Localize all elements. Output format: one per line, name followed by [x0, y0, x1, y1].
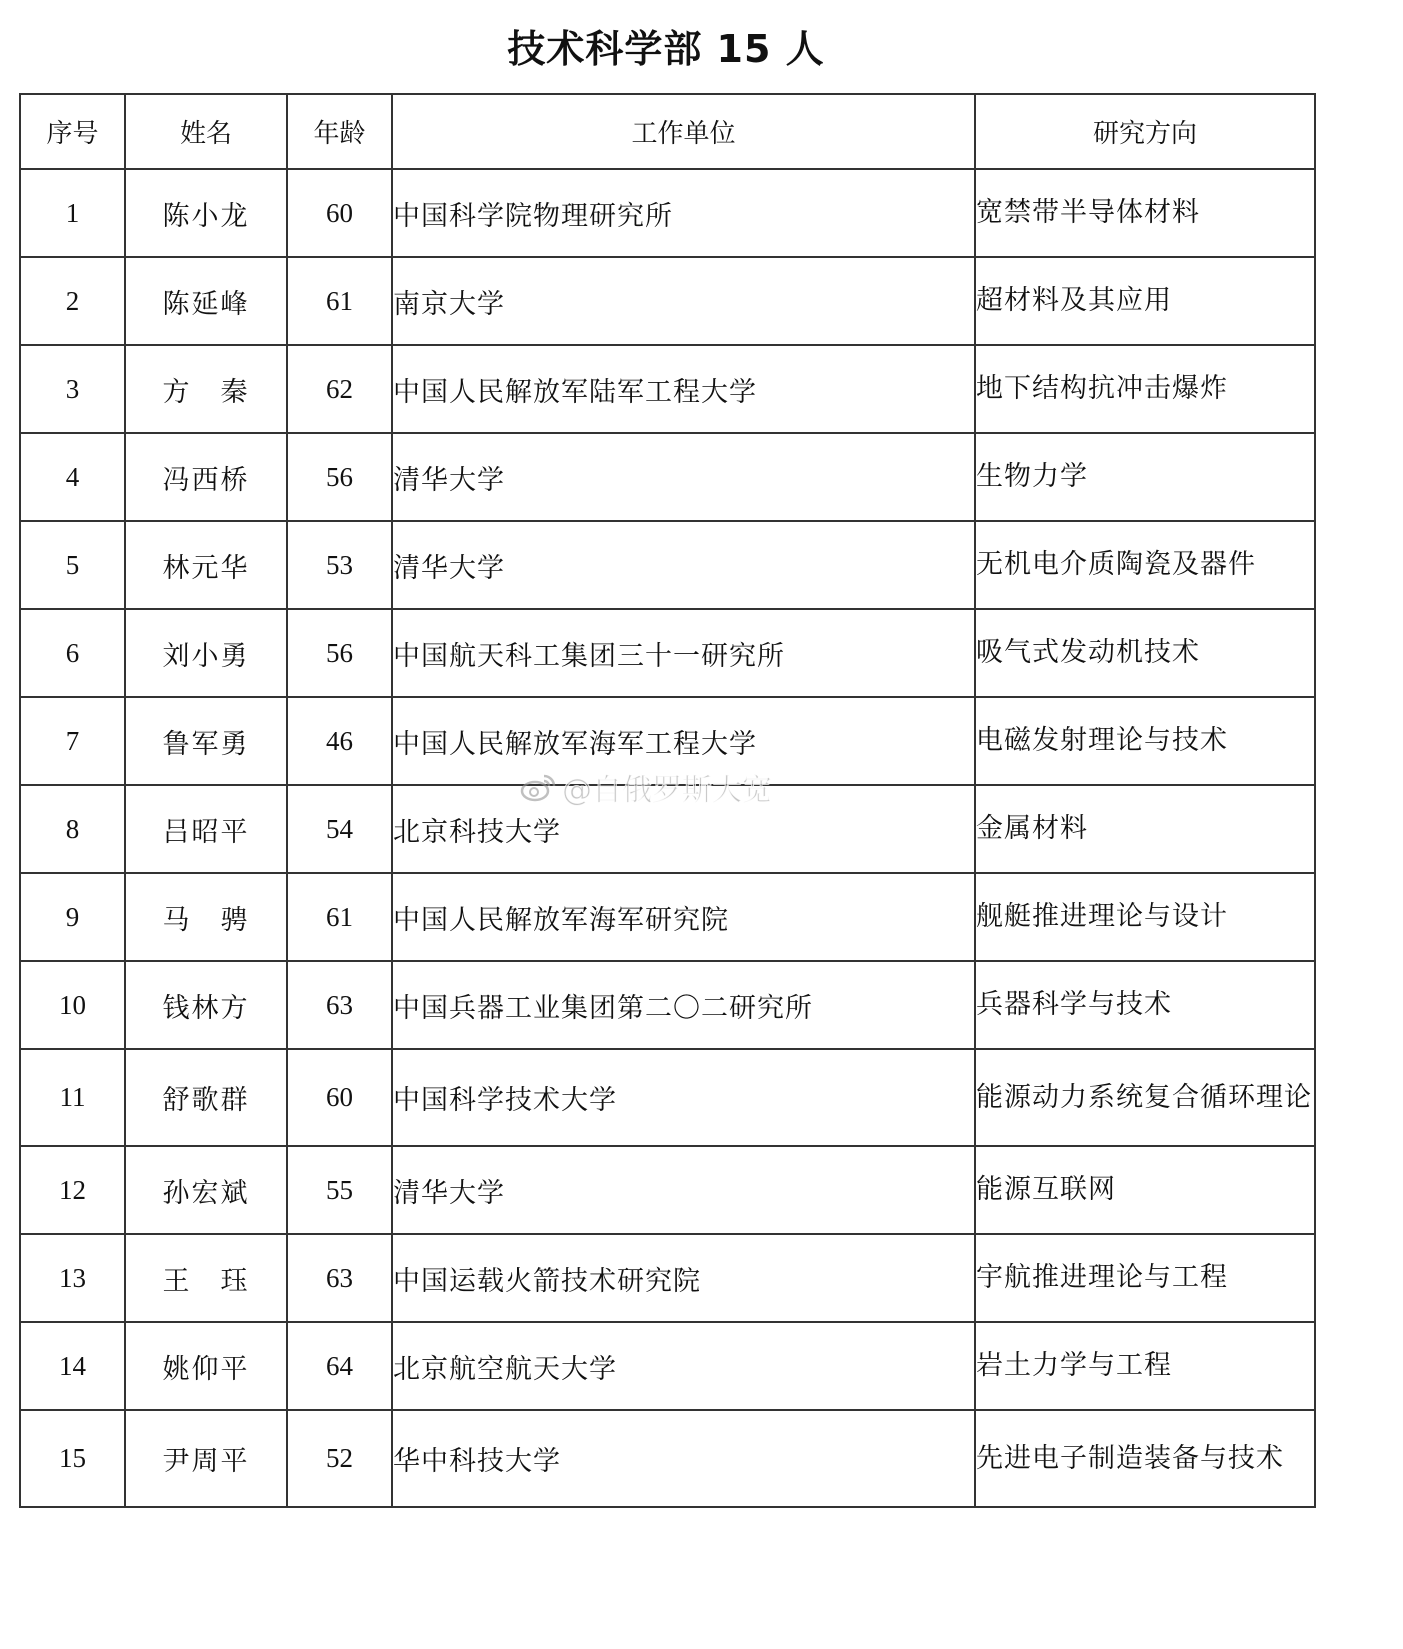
cell-field: 电磁发射理论与技术	[975, 697, 1315, 785]
header-organization: 工作单位	[392, 94, 975, 169]
table-row	[20, 1322, 1315, 1410]
cell-age: 46	[287, 697, 392, 785]
cell-index: 12	[20, 1146, 125, 1234]
table-row	[20, 1049, 1315, 1146]
cell-organization: 北京科技大学	[392, 785, 975, 873]
cell-index: 4	[20, 433, 125, 521]
cell-name: 刘小勇	[125, 609, 287, 697]
cell-name: 陈小龙	[125, 169, 287, 257]
cell-index: 9	[20, 873, 125, 961]
cell-index: 15	[20, 1410, 125, 1507]
cell-age: 62	[287, 345, 392, 433]
table-row	[20, 1410, 1315, 1507]
cell-index: 3	[20, 345, 125, 433]
cell-field: 能源互联网	[975, 1146, 1315, 1234]
cell-field: 宽禁带半导体材料	[975, 169, 1315, 257]
cell-field: 先进电子制造装备与技术	[975, 1410, 1315, 1507]
table-row	[20, 1234, 1315, 1322]
cell-index: 1	[20, 169, 125, 257]
cell-name: 马 骋	[125, 873, 287, 961]
table-row	[20, 257, 1315, 345]
cell-name: 孙宏斌	[125, 1146, 287, 1234]
cell-field: 无机电介质陶瓷及器件	[975, 521, 1315, 609]
cell-index: 2	[20, 257, 125, 345]
cell-name: 陈延峰	[125, 257, 287, 345]
table-row	[20, 433, 1315, 521]
cell-organization: 南京大学	[392, 257, 975, 345]
header-name: 姓名	[125, 94, 287, 169]
cell-index: 5	[20, 521, 125, 609]
cell-organization: 中国科学院物理研究所	[392, 169, 975, 257]
table-row	[20, 697, 1315, 785]
watermark-text: @自俄罗斯大宽	[562, 773, 772, 808]
header-index: 序号	[20, 94, 125, 169]
table-row	[20, 961, 1315, 1049]
table-row	[20, 873, 1315, 961]
cell-field: 岩土力学与工程	[975, 1322, 1315, 1410]
cell-name: 方 秦	[125, 345, 287, 433]
cell-age: 55	[287, 1146, 392, 1234]
page-title: 技术科学部 15 人	[507, 27, 825, 71]
cell-index: 10	[20, 961, 125, 1049]
table-row	[20, 785, 1315, 873]
cell-name: 林元华	[125, 521, 287, 609]
member-table	[19, 93, 1316, 1508]
cell-index: 11	[20, 1049, 125, 1146]
cell-organization: 清华大学	[392, 433, 975, 521]
cell-index: 14	[20, 1322, 125, 1410]
cell-index: 8	[20, 785, 125, 873]
cell-age: 60	[287, 169, 392, 257]
cell-name: 王 珏	[125, 1234, 287, 1322]
cell-field: 吸气式发动机技术	[975, 609, 1315, 697]
cell-age: 61	[287, 257, 392, 345]
cell-field: 金属材料	[975, 785, 1315, 873]
cell-name: 钱林方	[125, 961, 287, 1049]
cell-organization: 中国人民解放军陆军工程大学	[392, 345, 975, 433]
cell-age: 61	[287, 873, 392, 961]
cell-age: 53	[287, 521, 392, 609]
cell-field: 兵器科学与技术	[975, 961, 1315, 1049]
cell-organization: 中国科学技术大学	[392, 1049, 975, 1146]
cell-age: 54	[287, 785, 392, 873]
cell-field: 舰艇推进理论与设计	[975, 873, 1315, 961]
cell-name: 姚仰平	[125, 1322, 287, 1410]
table-row	[20, 521, 1315, 609]
header-field: 研究方向	[975, 94, 1315, 169]
cell-organization: 中国人民解放军海军研究院	[392, 873, 975, 961]
cell-organization: 清华大学	[392, 521, 975, 609]
table-row	[20, 345, 1315, 433]
cell-age: 56	[287, 433, 392, 521]
cell-age: 63	[287, 961, 392, 1049]
cell-index: 6	[20, 609, 125, 697]
table-header-row	[20, 94, 1315, 169]
cell-name: 尹周平	[125, 1410, 287, 1507]
table-row	[20, 169, 1315, 257]
table-row	[20, 609, 1315, 697]
cell-name: 鲁军勇	[125, 697, 287, 785]
cell-field: 宇航推进理论与工程	[975, 1234, 1315, 1322]
cell-organization: 中国航天科工集团三十一研究所	[392, 609, 975, 697]
cell-index: 7	[20, 697, 125, 785]
cell-name: 吕昭平	[125, 785, 287, 873]
cell-age: 60	[287, 1049, 392, 1146]
cell-organization: 华中科技大学	[392, 1410, 975, 1507]
cell-organization: 中国兵器工业集团第二〇二研究所	[392, 961, 975, 1049]
cell-age: 63	[287, 1234, 392, 1322]
header-age: 年龄	[287, 94, 392, 169]
cell-name: 冯西桥	[125, 433, 287, 521]
cell-field: 生物力学	[975, 433, 1315, 521]
cell-organization: 北京航空航天大学	[392, 1322, 975, 1410]
cell-organization: 中国运载火箭技术研究院	[392, 1234, 975, 1322]
cell-field: 能源动力系统复合循环理论	[975, 1049, 1315, 1146]
table-row	[20, 1146, 1315, 1234]
cell-age: 64	[287, 1322, 392, 1410]
cell-name: 舒歌群	[125, 1049, 287, 1146]
cell-index: 13	[20, 1234, 125, 1322]
cell-organization: 中国人民解放军海军工程大学	[392, 697, 975, 785]
cell-field: 地下结构抗冲击爆炸	[975, 345, 1315, 433]
cell-age: 52	[287, 1410, 392, 1507]
cell-field: 超材料及其应用	[975, 257, 1315, 345]
cell-age: 56	[287, 609, 392, 697]
cell-organization: 清华大学	[392, 1146, 975, 1234]
